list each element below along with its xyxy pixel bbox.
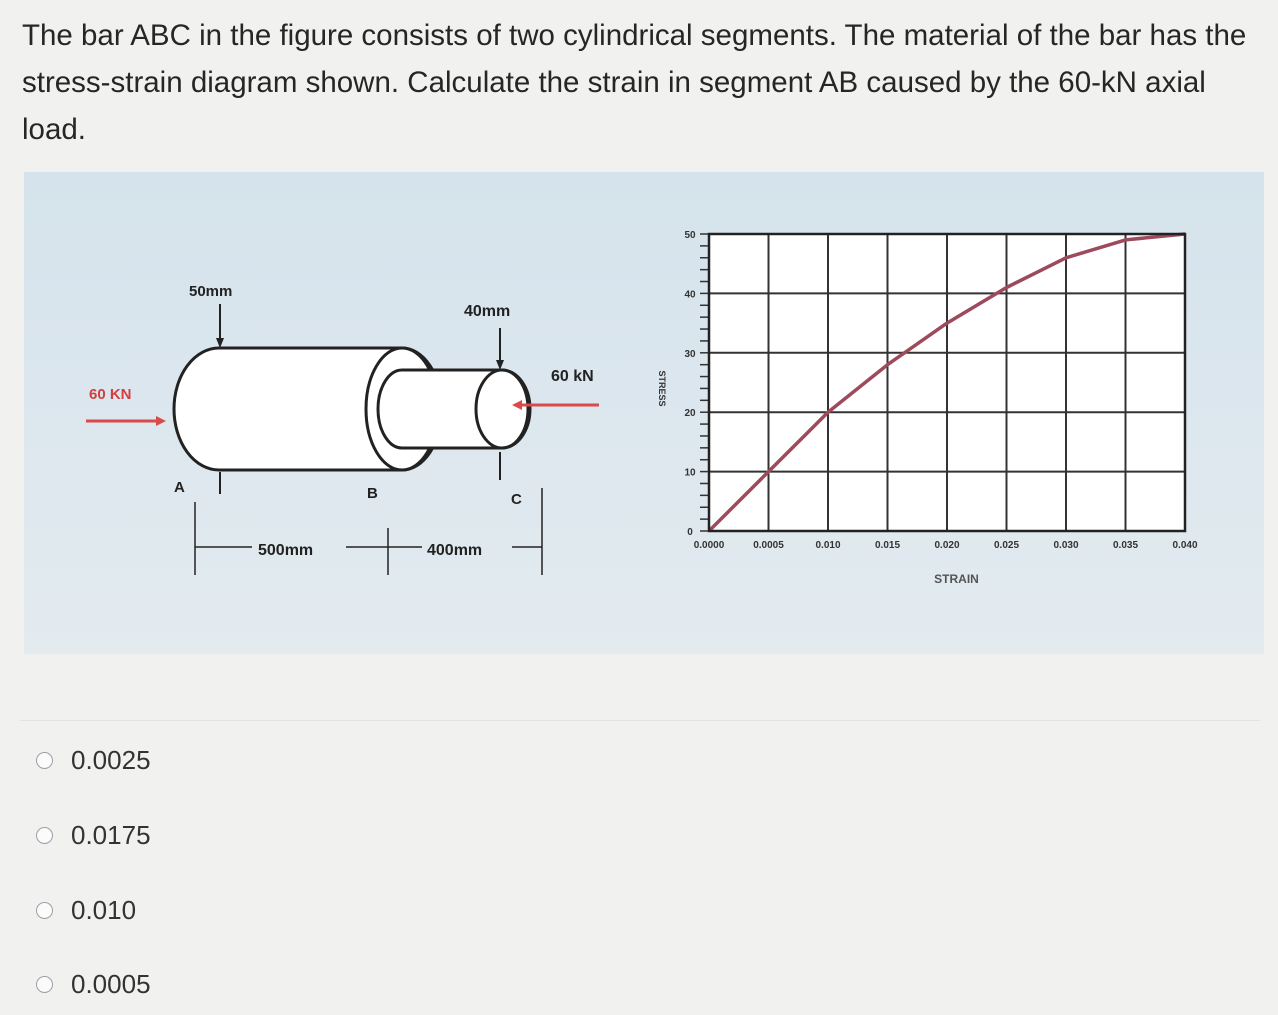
left-load-label: 60 KN (89, 386, 132, 403)
answer-option-label: 0.0005 (71, 968, 151, 999)
len-bc-label: 400mm (427, 542, 483, 559)
answer-option[interactable] (36, 890, 136, 930)
chart-y-axis-label: STRESS (657, 370, 667, 407)
chart-x-tick-label: 0.035 (1112, 540, 1139, 551)
dia-bc-label: 40mm (464, 303, 511, 320)
answer-option[interactable] (36, 964, 151, 1004)
point-b-label: B (367, 485, 378, 502)
chart-y-tick-label: 40 (684, 289, 696, 301)
point-a-label: A (174, 479, 185, 496)
radio-button[interactable] (36, 752, 53, 769)
chart-y-tick-label: 50 (684, 230, 696, 241)
stress-strain-chart (24, 172, 1264, 654)
answer-option[interactable] (36, 740, 151, 780)
answer-option-label: 0.0025 (71, 744, 151, 775)
chart-x-tick-label: 0.015 (874, 540, 901, 551)
right-load-label: 60 kN (551, 368, 594, 385)
chart-y-tick-label: 20 (684, 408, 696, 420)
chart-x-tick-label: 0.025 (993, 540, 1020, 551)
chart-y-tick-label: 10 (684, 467, 696, 479)
chart-x-tick-label: 0.0000 (693, 540, 725, 551)
question-text: The bar ABC in the figure consists of two cylindrical segments. The material of the bar has the stress-strain diagram shown. Calculate the strain in segment AB caused by the 60-kN axial load. (22, 19, 1247, 146)
radio-button[interactable] (36, 827, 53, 844)
answer-option-label: 0.010 (71, 894, 137, 925)
dia-ab-label: 50mm (189, 283, 233, 300)
chart-x-tick-label: 0.020 (934, 540, 960, 551)
chart-y-tick-label: 0 (687, 527, 693, 538)
radio-button[interactable] (36, 976, 53, 993)
figure-panel (24, 172, 1264, 654)
point-c-label: C (511, 491, 522, 508)
chart-x-tick-label: 0.030 (1053, 540, 1079, 551)
chart-x-tick-label: 0.040 (1172, 540, 1198, 551)
chart-y-tick-label: 30 (684, 348, 696, 360)
radio-button[interactable] (36, 902, 53, 919)
len-ab-label: 500mm (258, 542, 314, 559)
divider (20, 720, 1260, 721)
chart-x-axis-label: STRAIN (934, 572, 979, 586)
answer-option[interactable] (36, 815, 151, 855)
answer-option-label: 0.0175 (71, 819, 151, 850)
chart-x-tick-label: 0.010 (815, 540, 841, 551)
chart-x-tick-label: 0.0005 (753, 540, 784, 551)
